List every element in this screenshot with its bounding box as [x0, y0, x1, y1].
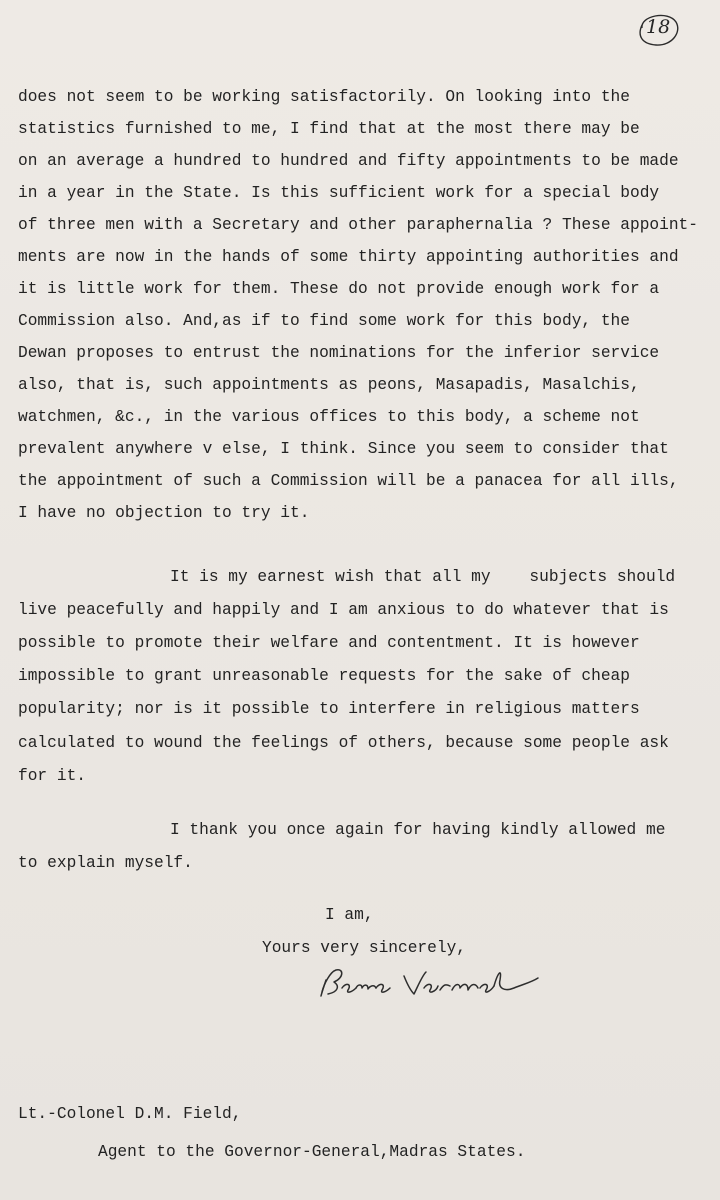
- text-line: I have no objection to try it.: [18, 504, 310, 522]
- page-number-text: 18: [646, 16, 671, 38]
- addressee-name: Lt.-Colonel D.M. Field,: [18, 1105, 242, 1123]
- text-line: calculated to wound the feelings of others, because some people ask: [18, 734, 669, 752]
- text-line: it is little work for them. These do not provide enough work for a: [18, 280, 660, 298]
- signature-icon: [318, 962, 543, 1012]
- text-line: in a year in the State. Is this sufficient work for a special body: [18, 184, 660, 202]
- text-line: possible to promote their welfare and contentment. It is however: [18, 634, 640, 652]
- text-line: Commission also. And,as if to find some work for this body, the: [18, 312, 630, 330]
- closing-valediction: Yours very sincerely,: [262, 939, 466, 957]
- text-line: for it.: [18, 767, 86, 785]
- text-line: to explain myself.: [18, 854, 193, 872]
- text-line: live peacefully and happily and I am anxious to do whatever that is: [18, 601, 669, 619]
- text-line: popularity; nor is it possible to interfere in religious matters: [18, 700, 640, 718]
- handwritten-signature: [318, 962, 543, 1012]
- text-line: watchmen, &c., in the various offices to this body, a scheme not: [18, 408, 640, 426]
- page-number: [634, 8, 682, 50]
- text-line: on an average a hundred to hundred and fifty appointments to be made: [18, 152, 679, 170]
- addressee-title: Agent to the Governor-General,Madras States.: [98, 1143, 526, 1161]
- text-line: the appointment of such a Commission will be a panacea for all ills,: [18, 472, 679, 490]
- text-line: ments are now in the hands of some thirty appointing authorities and: [18, 248, 679, 266]
- text-line: I thank you once again for having kindly allowed me: [170, 821, 666, 839]
- text-line: of three men with a Secretary and other paraphernalia ? These appoint-: [18, 216, 698, 234]
- text-line: impossible to grant unreasonable requests for the sake of cheap: [18, 667, 630, 685]
- text-line: prevalent anywhere v else, I think. Since you seem to consider that: [18, 440, 669, 458]
- closing-i-am: I am,: [325, 906, 374, 924]
- text-line: also, that is, such appointments as peons, Masapadis, Masalchis,: [18, 376, 640, 394]
- text-line: It is my earnest wish that all my subjects should: [170, 568, 676, 586]
- text-line: Dewan proposes to entrust the nominations for the inferior service: [18, 344, 660, 362]
- text-line: statistics furnished to me, I find that at the most there may be: [18, 120, 640, 138]
- text-line: does not seem to be working satisfactorily. On looking into the: [18, 88, 630, 106]
